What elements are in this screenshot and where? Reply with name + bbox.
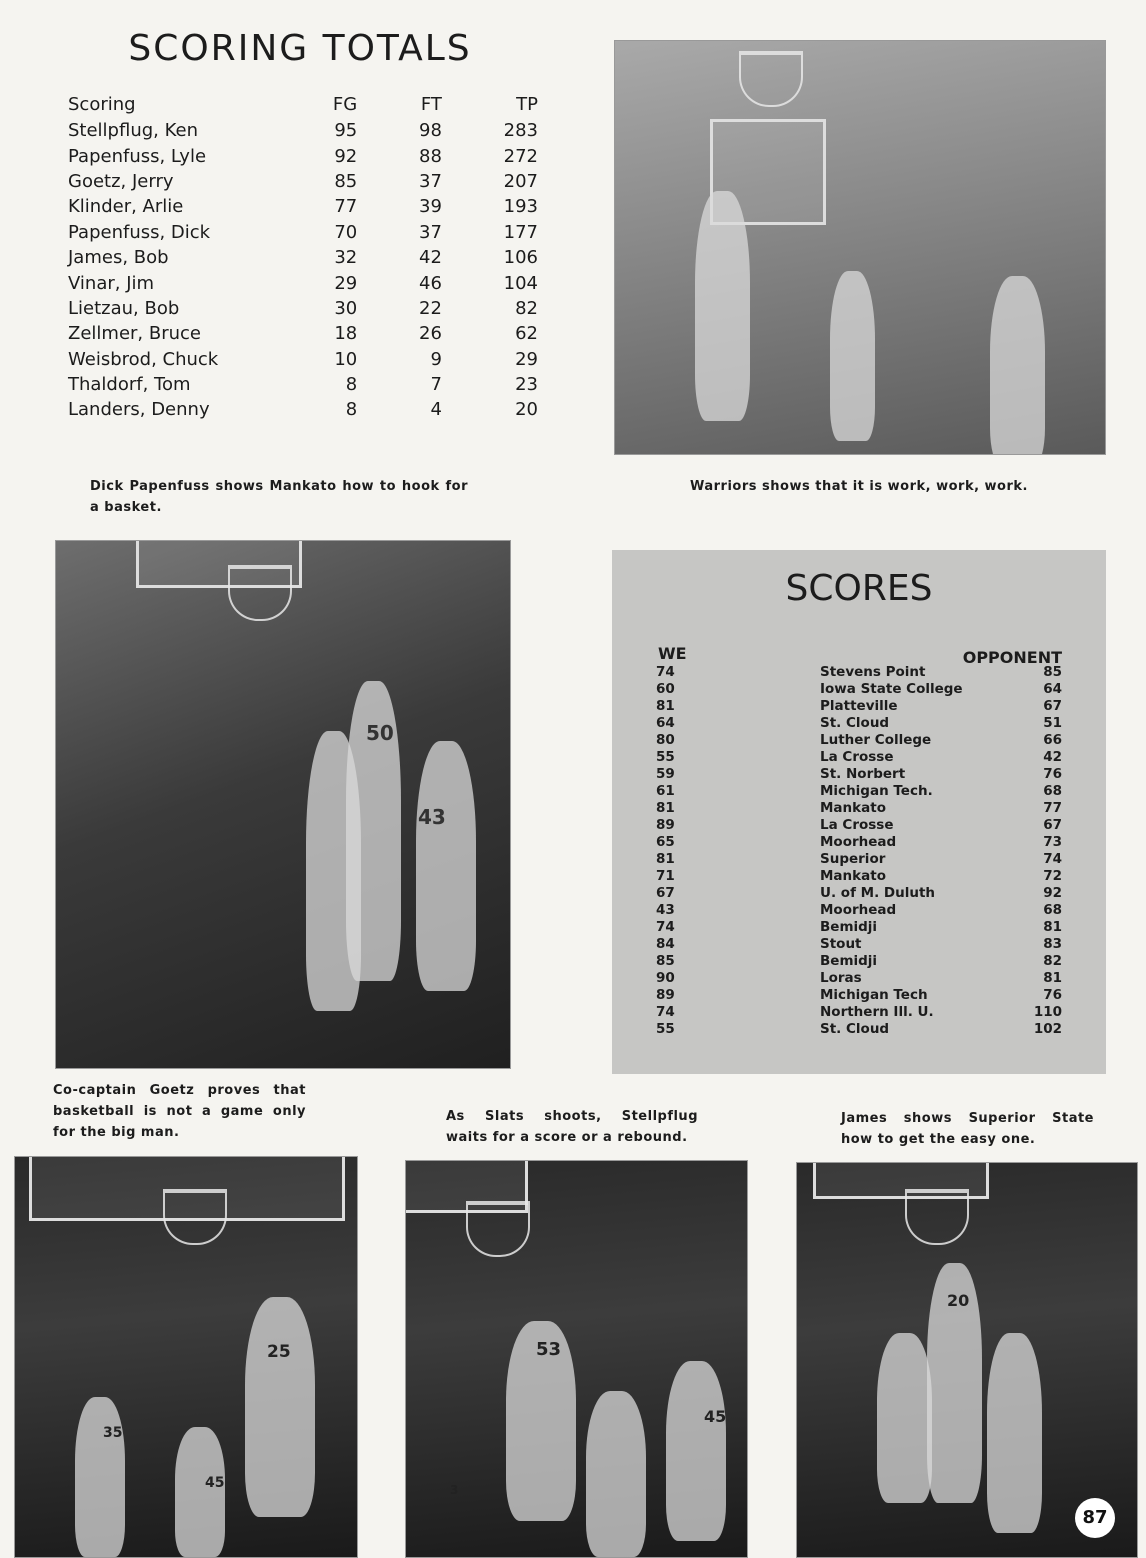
photo-mankato-game <box>55 540 511 1069</box>
we-score: 60 <box>656 681 675 697</box>
we-score: 74 <box>656 919 675 935</box>
we-score: 64 <box>656 715 675 731</box>
fg-value: 92 <box>334 145 358 167</box>
opponent-name: Stout <box>820 936 862 952</box>
opponent-name: Superior <box>820 851 886 867</box>
jersey-number: 35 <box>103 1425 123 1441</box>
jersey-number: 45 <box>205 1475 225 1491</box>
we-score: 67 <box>656 885 675 901</box>
ft-value: 9 <box>430 348 442 370</box>
player-name: Landers, Denny <box>68 399 210 421</box>
opponent-name: La Crosse <box>820 749 894 765</box>
tp-value: 283 <box>503 120 538 142</box>
opponent-score: 81 <box>1043 919 1062 935</box>
we-score: 89 <box>656 817 675 833</box>
we-score: 84 <box>656 936 675 952</box>
ft-value: 37 <box>419 170 442 192</box>
photo-warriors-practice <box>614 40 1106 455</box>
col-header-fg: FG <box>332 93 358 115</box>
tp-value: 177 <box>503 221 538 243</box>
fg-value: 18 <box>334 323 358 345</box>
ft-value: 88 <box>419 145 442 167</box>
we-score: 55 <box>656 1021 675 1037</box>
we-score: 74 <box>656 664 675 680</box>
opponent-name: Moorhead <box>820 902 897 918</box>
player-name: Stellpflug, Ken <box>68 120 198 142</box>
we-header: WE <box>658 644 687 663</box>
caption-warriors: Warriors shows that it is work, work, work. <box>690 479 1028 494</box>
fg-value: 32 <box>334 247 358 269</box>
opponent-name: Luther College <box>820 732 932 748</box>
we-scores-column <box>656 664 696 1038</box>
opponents-column <box>820 664 1000 1038</box>
caption-goetz: Co-captain Goetz proves that basketball is not a game only for the big man. <box>53 1083 306 1140</box>
opponent-score: 85 <box>1043 664 1062 680</box>
table-row <box>68 270 538 295</box>
fg-value: 95 <box>334 120 358 142</box>
opponent-score: 51 <box>1043 715 1062 731</box>
table-row <box>68 296 538 321</box>
fg-value: 10 <box>334 348 358 370</box>
table-row <box>68 347 538 372</box>
opponent-name: St. Cloud <box>820 1021 890 1037</box>
opponent-name: Michigan Tech. <box>820 783 933 799</box>
jersey-number: 20 <box>947 1291 970 1310</box>
table-header-row <box>68 90 538 118</box>
opponent-score: 64 <box>1043 681 1062 697</box>
tp-value: 193 <box>503 196 538 218</box>
tp-value: 82 <box>515 297 538 319</box>
we-score: 55 <box>656 749 675 765</box>
col-header-ft: FT <box>420 93 442 115</box>
ft-value: 4 <box>430 399 442 421</box>
player-name: James, Bob <box>68 247 169 269</box>
opponent-name: U. of M. Duluth <box>820 885 936 901</box>
table-row <box>68 118 538 143</box>
player-name: Vinar, Jim <box>68 272 155 294</box>
ft-value: 39 <box>419 196 442 218</box>
opponent-score: 81 <box>1043 970 1062 986</box>
ft-value: 46 <box>419 272 442 294</box>
opponent-score: 82 <box>1043 953 1062 969</box>
player-name: Zellmer, Bruce <box>68 323 201 345</box>
scoring-totals-title: SCORING TOTALS <box>128 28 472 69</box>
page-number: 87 <box>1075 1498 1115 1538</box>
opponent-score: 92 <box>1043 885 1062 901</box>
fg-value: 8 <box>345 374 358 396</box>
we-score: 61 <box>656 783 675 799</box>
col-header-scoring: Scoring <box>68 93 136 115</box>
caption-dick-papenfuss: Dick Papenfuss shows Mankato how to hook for a basket. <box>90 479 468 515</box>
opponent-name: Iowa State College <box>820 681 963 697</box>
tp-value: 62 <box>515 323 538 345</box>
jersey-number: 53 <box>536 1339 562 1360</box>
opponent-name: Stevens Point <box>820 664 926 680</box>
photo-slats <box>405 1160 748 1558</box>
table-row <box>68 245 538 270</box>
opponent-name: Bemidji <box>820 919 878 935</box>
ft-value: 26 <box>419 323 442 345</box>
table-row <box>68 169 538 194</box>
ft-value: 98 <box>419 120 442 142</box>
opponent-name: Mankato <box>820 800 886 816</box>
jersey-number: 50 <box>366 721 394 745</box>
fg-value: 77 <box>334 196 358 218</box>
tp-value: 106 <box>503 247 538 269</box>
jersey-number: 3 <box>450 1483 459 1497</box>
ft-value: 7 <box>430 374 442 396</box>
ft-value: 22 <box>419 297 442 319</box>
opponent-score: 76 <box>1043 987 1062 1003</box>
opponent-name: Michigan Tech <box>820 987 928 1003</box>
scores-panel <box>612 550 1106 1074</box>
caption-slats: As Slats shoots, Stellpflug waits for a score or a rebound. <box>446 1109 698 1145</box>
opponent-name: Northern Ill. U. <box>820 1004 934 1020</box>
we-score: 65 <box>656 834 675 850</box>
we-score: 89 <box>656 987 675 1003</box>
table-row <box>68 372 538 397</box>
jersey-number: 45 <box>704 1407 727 1426</box>
opponent-name: St. Norbert <box>820 766 906 782</box>
jersey-number: 43 <box>418 805 446 829</box>
opponent-score: 68 <box>1043 902 1062 918</box>
fg-value: 30 <box>334 297 358 319</box>
tp-value: 29 <box>515 348 538 370</box>
opponent-name: Platteville <box>820 698 898 714</box>
we-score: 59 <box>656 766 675 782</box>
player-name: Weisbrod, Chuck <box>68 348 219 370</box>
ft-value: 37 <box>419 221 442 243</box>
opponent-score: 110 <box>1033 1004 1062 1020</box>
opponent-name: Bemidji <box>820 953 878 969</box>
we-score: 90 <box>656 970 675 986</box>
tp-value: 207 <box>503 170 538 192</box>
we-score: 81 <box>656 698 675 714</box>
tp-value: 20 <box>515 399 538 421</box>
opponent-name: Moorhead <box>820 834 897 850</box>
we-score: 74 <box>656 1004 675 1020</box>
jersey-number: 25 <box>267 1342 291 1362</box>
opponent-score: 66 <box>1043 732 1062 748</box>
opponent-score: 67 <box>1043 698 1062 714</box>
opponent-name: Mankato <box>820 868 886 884</box>
ft-value: 42 <box>419 247 442 269</box>
opponent-score: 68 <box>1043 783 1062 799</box>
player-name: Papenfuss, Lyle <box>68 145 207 167</box>
opponent-score: 72 <box>1043 868 1062 884</box>
we-score: 81 <box>656 851 675 867</box>
tp-value: 272 <box>503 145 538 167</box>
opponent-score: 102 <box>1033 1021 1062 1037</box>
opponent-score: 77 <box>1043 800 1062 816</box>
fg-value: 29 <box>334 272 358 294</box>
scores-title: SCORES <box>785 568 933 609</box>
table-row <box>68 397 538 422</box>
opponent-scores-column <box>992 664 1062 1038</box>
we-score: 81 <box>656 800 675 816</box>
opponent-score: 42 <box>1043 749 1062 765</box>
opponent-name: La Crosse <box>820 817 894 833</box>
fg-value: 8 <box>345 399 358 421</box>
table-row <box>68 220 538 245</box>
opponent-score: 83 <box>1043 936 1062 952</box>
col-header-tp: TP <box>516 93 538 115</box>
player-name: Lietzau, Bob <box>68 297 180 319</box>
we-score: 43 <box>656 902 675 918</box>
opponent-score: 74 <box>1043 851 1062 867</box>
scoring-totals-table <box>68 90 538 423</box>
opponent-name: St. Cloud <box>820 715 890 731</box>
opponent-score: 67 <box>1043 817 1062 833</box>
opponent-name: Loras <box>820 970 862 986</box>
opponent-score: 76 <box>1043 766 1062 782</box>
photo-goetz <box>14 1156 358 1558</box>
table-row <box>68 143 538 168</box>
we-score: 71 <box>656 868 675 884</box>
opponent-score: 73 <box>1043 834 1062 850</box>
table-row <box>68 194 538 219</box>
fg-value: 70 <box>334 221 358 243</box>
table-row <box>68 321 538 346</box>
player-name: Goetz, Jerry <box>68 170 174 192</box>
fg-value: 85 <box>334 170 358 192</box>
player-name: Thaldorf, Tom <box>68 374 191 396</box>
caption-james: James shows Superior State how to get the easy one. <box>841 1111 1094 1147</box>
tp-value: 23 <box>515 374 538 396</box>
player-name: Papenfuss, Dick <box>68 221 211 243</box>
tp-value: 104 <box>503 272 538 294</box>
player-name: Klinder, Arlie <box>68 196 184 218</box>
opponent-header: OPPONENT <box>962 648 1062 667</box>
we-score: 85 <box>656 953 675 969</box>
we-score: 80 <box>656 732 675 748</box>
